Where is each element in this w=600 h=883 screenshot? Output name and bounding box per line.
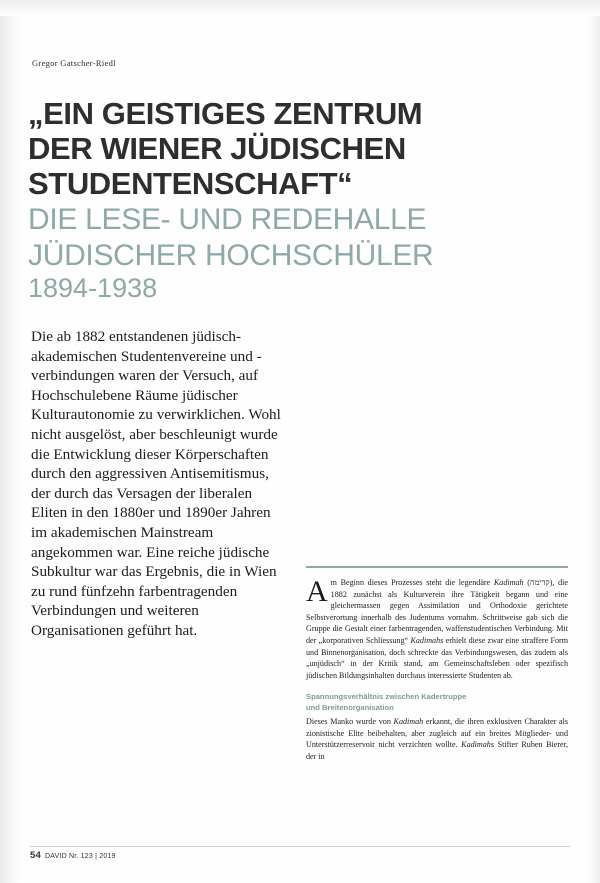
page-footer [30, 850, 116, 861]
title-line-3: STUDENTENSCHAFT“ [28, 166, 353, 201]
body-paragraph-1 [306, 577, 568, 681]
subtitle-line-1: DIE LESE- UND REDEHALLE [28, 203, 427, 236]
body-p1-italic-2: Kadimahs [410, 635, 444, 645]
body-p2-part-c: Stifter Ruben Bierer, der in [306, 740, 568, 761]
article-body-column [306, 566, 568, 763]
article-author: Gregor Gatscher-Riedl [32, 58, 116, 68]
title-years: 1894-1938 [28, 273, 158, 303]
column-divider-rule [306, 566, 568, 568]
footer-issue: DAVID Nr. 123 | 2019 [44, 853, 116, 860]
subtitle-line-2: JÜDISCHER HOCHSCHÜLER [28, 239, 434, 272]
body-p1-part-a: m Beginn dieses Prozesses steht die legendäre [330, 578, 494, 587]
body-subheading [306, 692, 568, 713]
body-p2-italic-1: Kadimah [393, 717, 424, 727]
body-p2-part-a: Dieses Manko wurde von [306, 717, 394, 727]
body-p1-part-b: (קדימה), die 1882 zunächst als Kulturverein ihre Tätigkeit begann und eine gleichermassen gegen Assimilation und Orthodoxie gerichtete Selbstverortung innerhalb des Judentums vornahm. Schrittweise gab sich die Gruppe die Gestalt einer farbentragenden, waffenstudentischen Verbindung. Mit der „korporativen Schliessung“ [306, 578, 569, 645]
footer-divider [30, 846, 570, 847]
title-line-1: „EIN GEISTIGES ZENTRUM [28, 96, 423, 131]
title-line-2: DER WIENER JÜDISCHEN [28, 131, 406, 166]
subheading-line-1: Spannungsverhältnis zwischen Kadertruppe [306, 692, 467, 702]
footer-page-number: 54 [30, 850, 41, 861]
article-lede: Die ab 1882 entstandenen jüdisch-akademischen Studentenvereine und -verbindungen waren der Versuch, auf Hochschulebene Räume jüdischer Kulturautonomie zu verwirklichen. Wohl nicht ausgelöst, aber beschleunigt wurde die Entwicklung dieser Körperschaften durch den aggressiven Antisemitismus, der durch das Versagen der liberalen Eliten in den 1880er und 1890er Jahren im akademischen Mainstream angekommen war. Eine reiche jüdische Subkultur war das Ergebnis, die in Wien zu rund fünfzehn farbentragenden Verbindungen und weiteren Organisationen geführt hat. [31, 328, 281, 639]
body-p1-italic-1: Kadimah [493, 578, 524, 587]
body-paragraph-2 [306, 716, 568, 762]
body-p1-part-c: erhielt diese zwar eine straffere Form und Binnenorganisation, doch schreckte das Verbindungswesen, das zudem als „unjüdisch“ in der Kritik stand, am Gemeinschaftsleben oder spezifisch jüdischen Bildungsinhalten durchaus interessierte Studenten ab. [306, 635, 568, 680]
article-title-block [28, 96, 528, 304]
drop-cap: A [306, 575, 328, 608]
subheading-line-2: und Breitenorganisation [306, 702, 394, 712]
body-p2-part-b: erkannt, die ihren exklusiven Charakter als zionistische Elite beibehalten, aber zugleich auf ein breites Mitglieder- und Unterstützerreservoir nicht verzichten wollte. [306, 717, 569, 750]
body-p2-italic-2: Kadimahs [461, 740, 495, 750]
